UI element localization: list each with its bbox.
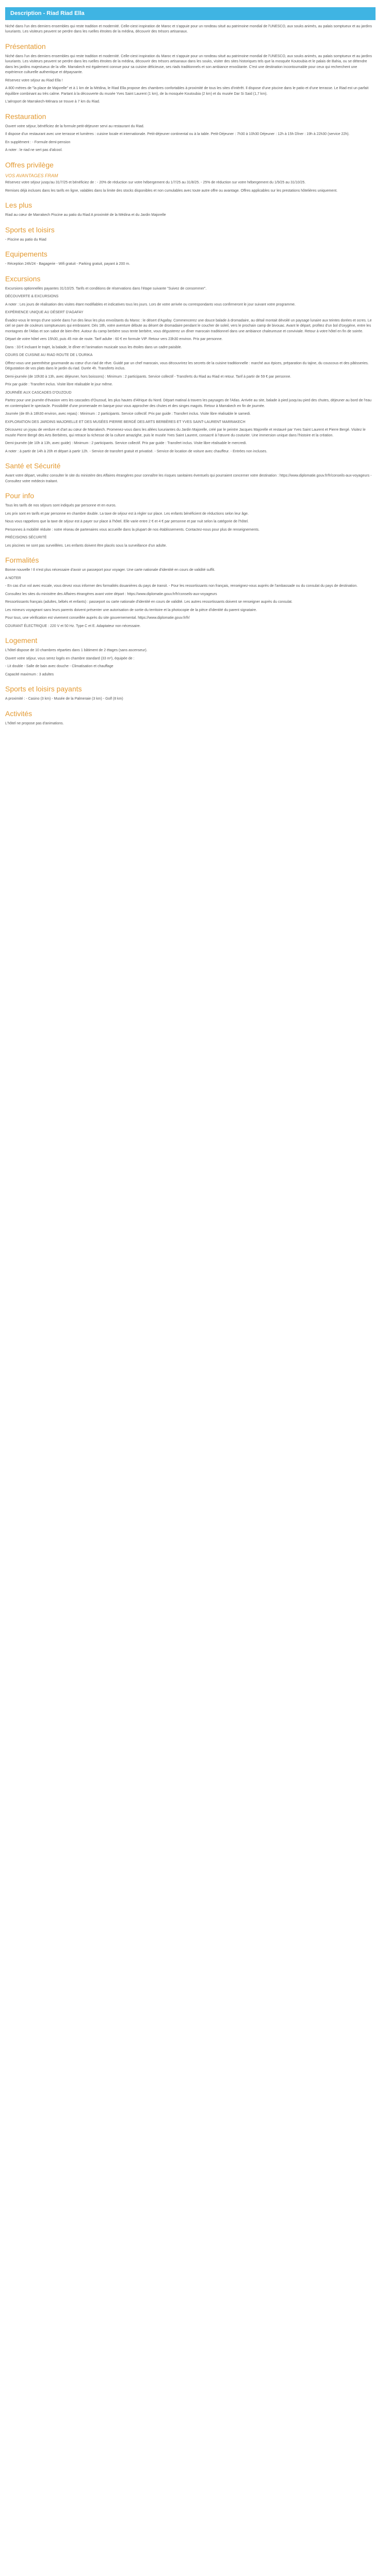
paragraph: COURANT ÉLECTRIQUE : 220 V et 50 Hz. Type C et E. Adaptateur non nécessaire. <box>5 624 141 628</box>
paragraph: Départ de votre hôtel vers 15h30, puis 45 min de route. Tarif adulte : 60 € en formule VIP. Retour vers 23h30 environ. Prix par personne. <box>5 337 223 341</box>
section-heading: Offres privilège <box>5 160 54 169</box>
paragraph: Journée (de 8h à 18h30 environ, avec repas) : Minimum : 2 participants. Service collectif. Prix par guide : Transfert inclus. Visite libre réalisable le samedi. <box>5 412 251 416</box>
section-heading: Restauration <box>5 112 46 121</box>
paragraph: - Lit double - Salle de bain avec douche - Climatisation et chauffage <box>5 665 113 668</box>
section-heading: Activités <box>5 709 32 718</box>
paragraph: Excursions optionnelles payantes 31/10/25. Tarifs et conditions de réservations dans l'étape suivante "Suivez de consommer". <box>5 286 207 291</box>
section-heading: Présentation <box>5 42 46 50</box>
paragraph: Demi-journée (de 10h30 à 13h, avec déjeuner, hors boissons) : Minimum : 2 participants. Service collectif - Transferts du Riad au Riad et retour. Tarif à partir de 59 € par personne. <box>5 375 291 379</box>
section-heading: Sports et loisirs payants <box>5 685 82 693</box>
section-heading: Formalités <box>5 556 39 564</box>
paragraph: A NOTER <box>5 576 21 580</box>
paragraph: Offrez-vous une parenthèse gourmande au cœur d'un riad de rêve. Guidé par un chef marocain, vous découvrirez les secrets de la cuisine traditionnelle : marché aux épices, préparation du tajine, du couscous et des pâtisseries. Dégustation de vos plats dans le jardin du riad. Durée 4h. Transferts inclus. <box>5 361 369 370</box>
paragraph: Réservez votre séjour jusqu'au 31/7/25 et bénéficiez de : - 20% de réduction sur votre hébergement du 1/7/25 au 31/8/25. - 25% de réduction sur votre hébergement du 1/9/25 au 31/10/25. <box>5 181 306 184</box>
paragraph: EXPÉRIENCE UNIQUE AU DÉSERT D'AGAFAY <box>5 311 84 314</box>
paragraph: L'aéroport de Marrakech-Ménara se trouve à 7 km du Riad. <box>5 100 100 104</box>
paragraph: A noter : à partir de 14h à 20h et départ à partir 12h. - Service de transfert gratuit et privatisé. - Service de location de voiture avec chauffeur. - Entrées non incluses. <box>5 449 268 453</box>
paragraph: Les piscines ne sont pas surveillées. Les enfants doivent être placés sous la surveillance d'un adulte. <box>5 544 167 548</box>
paragraph: COURS DE CUISINE AU RIAD ROUTE DE L'OURIKA <box>5 353 93 357</box>
paragraph: A noter : Les jours de réalisation des visites étant modifiables et indicatives tous les jours. Lors de votre arrivée ou correspondants vous confirmeront le jour suivant votre programme. <box>5 302 296 307</box>
page <box>0 0 381 739</box>
section-heading: Les plus <box>5 201 32 209</box>
paragraph: A noter : le riad ne sert pas d'alcool. <box>5 148 63 152</box>
paragraph: L'hôtel ne propose pas d'animations. <box>5 721 64 725</box>
paragraph: Pour tous, une vérification est vivement conseillée auprès du site gouvernemental. https://www.diplomatie.gouv.fr/fr/ <box>5 616 190 620</box>
paragraph: Niché dans l'un des derniers ensembles qui reste tradition et modernité. Celle-ciest inspiration de Maroc et s'appuie pour un rondeau situé au patrimoine mondial de l'UNESCO, aux souks animés, au palais somptueux et au jardins luxuriants. Les visiteurs peuvent se perdre dans les ruelles étroites de la médina, découvrir des trésors artisanaux. <box>5 24 372 33</box>
paragraph: A proximité : - Casino (3 km) - Musée de la Palmeraie (3 km) - Golf (8 km) <box>5 697 123 701</box>
paragraph: Bonne nouvelle ! Il n'est plus nécessaire d'avoir un passeport pour voyager. Une carte nationale d'identité en cours de validité suffit. <box>5 568 216 572</box>
section-heading: Logement <box>5 636 38 645</box>
paragraph: Les mineurs voyageant sans leurs parents doivent présenter une autorisation de sortie du territoire et la photocopie de la pièce d'identité du parent signataire. <box>5 608 257 612</box>
paragraph: En supplément : - Formule demi-pension <box>5 140 71 144</box>
paragraph: Riad au cœur de Marrakech Piscine au patio du Riad A proximité de la Médina et du Jardin Majorelle <box>5 213 166 217</box>
paragraph: Niché dans l'un des derniers ensembles qui reste tradition et modernité. Celle-ciest inspiration du Maroc et s'appuie pour un rondeau situé au patrimoine mondial de l'UNESCO, aux souks animés, au palais somptueux et au jardins luxuriants. Les visiteurs peuvent se perdre dans les ruelles étroites de la médina, découvrir des trésors artisanaux dans les souks, visiter des sites historiques tels que la mosquée Koutoubia et le palais de Bahia, ou se détendre dans les jardins majestueux de la ville. Marrakech est également connue pour sa cuisine délicieuse, ses riads traditionnels et son ambiance envoûtante. C'est une destination incontournable pour ceux qui recherchent une expérience culturelle authentique et dépaysante. <box>5 54 372 74</box>
content <box>5 24 376 727</box>
paragraph: A 800 mètres de "la place de Majorelle" et à 1 km de la Médina, le Riad Ella propose des chambres confortables à proximité de tous les sites d'intérêt. Il dispose d'une piscine dans le patio et d'une terrasse. Le Riad est un parfait équilibre combinant au très calme. Partant à la découverte du musée Yves Saint Laurent (1 km), de la mosquée Koutoubia (2 km) et du musée Dar Si Said (1,7 km). <box>5 87 369 96</box>
section-heading: Excursions <box>5 274 41 283</box>
paragraph: DÉCOUVERTE & EXCURSIONS <box>5 295 59 298</box>
paragraph: Avant votre départ, veuillez consulter le site du ministère des Affaires étrangères pour connaître les risques sanitaires éventuels qui pourraient concerner votre destination : https://www.diplomatie.gouv.fr/fr/conseils-aux-voyageurs - Consultez votre médecin traitant. <box>5 474 372 483</box>
paragraph: Il dispose d'un restaurant avec une terrasse et lumières : cuisine locale et internationale. Petit-déjeuner continental ou à la table. Petit-Déjeuner : 7h30 à 10h30 Déjeuner : 12h à 15h Dîner : 19h à 22h30 (service 22h). <box>5 132 350 136</box>
paragraph: Ouvert votre séjour, vous serez logés en chambre standard (33 m²), équipée de : <box>5 656 135 660</box>
paragraph: Personnes à mobilité réduite : notre réseau de partenaires vous accueille dans la plupart de nos établissements. Contactez-nous pour plus de renseignements. <box>5 528 260 532</box>
paragraph: Nous vous rappelons que la taxe de séjour est à payer sur place à l'hôtel. Elle varie entre 2 € et 4 € par personne et par nuit selon la catégorie de l'hôtel. <box>5 520 249 523</box>
paragraph: - En cas d'un vol avec escale, vous devez vous informer des formalités douanières du pays de transit. - Pour les ressortissants non français, renseignez-vous auprès de l'ambassade ou du consulat du pays de destination. <box>5 584 358 588</box>
paragraph: JOURNÉE AUX CASCADES D'OUZOUD <box>5 391 72 395</box>
paragraph: - Piscine au patio du Riad <box>5 238 46 242</box>
page-title: Description - Riad Riad Ella <box>5 7 376 20</box>
paragraph: Tous les tarifs de nos séjours sont indiqués par personne et en euros. <box>5 504 117 507</box>
section-heading: Pour info <box>5 492 35 500</box>
paragraph: Dans : 33 € incluant le trajet, la balade, le dîner et l'animation musicale sous les étoiles dans un cadre paisible. <box>5 345 182 349</box>
paragraph: Évadez-vous le temps d'une soirée dans l'un des lieux les plus envoûtants du Maroc : le désert d'Agafay. Commencerez une douce balade à dromadaire, au détail montait dévoilé un paysage lunaire aux teintes dorées et ocres. Le ciel se pare de couleurs somptueuses qui embrasent. Dès 18h, votre aventure débute au désert de dromadaire pendant le coucher de soleil, vers le prochain camp de bivouac. Avant le départ, profitez d'un bol d'oxygène, entre les montagnes de l'Atlas et son sabot de bien-être. Autour du camp berbère sous tente berbère, vous dégusterez un dîner marocain traditionnel dans une ambiance chaleureuse et conviviale. Retour à votre hôtel en fin de soirée. <box>5 318 372 333</box>
paragraph: Réservez votre séjour au Riad Ella ! <box>5 78 63 82</box>
paragraph: Ressortissants français (adultes, bébés et enfants) : passeport ou carte nationale d'identité en cours de validité. Les autres ressortissants doivent se renseigner auprès du consulat. <box>5 600 292 604</box>
section-heading: Equipements <box>5 250 47 258</box>
paragraph: Partez pour une journée d'évasion vers les cascades d'Ouzoud, les plus hautes d'Afrique du Nord. Départ matinal à travers les paysages de l'Atlas. Arrivée au site, balade à pied jusqu'au pied des chutes, déjeuner au bord de l'eau en contemplant le spectacle. Possibilité d'une promenade en barque pour vous approcher des chutes et des singes magots. Retour à Marrakech en fin de journée. <box>5 399 372 408</box>
paragraph: Ouvert votre séjour, bénéficiez de la formule petit-déjeuner servi au restaurant du Riad. <box>5 124 144 128</box>
paragraph: EXPLORATION DES JARDINS MAJORELLE ET DES MUSÉES PIERRE BERGÉ DES ARTS BERBÈRES ET YVES SAINT-LAURENT MARRAKECH <box>5 420 246 424</box>
paragraph: Prix par guide : Transfert inclus. Visite libre réalisable le jour même. <box>5 383 113 386</box>
paragraph: PRÉCISIONS SÉCURITÉ <box>5 536 47 539</box>
paragraph: Capacité maximum : 3 adultes <box>5 672 54 676</box>
paragraph: Demi-journée (de 10h à 13h, avec guide) : Minimum : 2 participants. Service collectif. Prix par guide : Transfert inclus. Visite libre réalisable le mercredi. <box>5 442 247 445</box>
section-heading: Santé et Sécurité <box>5 462 61 470</box>
section-heading: Sports et loisirs <box>5 225 55 234</box>
paragraph: Découvrez un joyau de verdure et d'art au cœur de Marrakech. Promenez-vous dans les allées luxuriantes du Jardin Majorelle, créé par le peintre Jacques Majorelle et restauré par Yves Saint Laurent et Pierre Bergé. Visitez le musée Pierre Bergé des Arts Berbères, qui retrace la richesse de la culture amazighe, puis le musée Yves Saint Laurent, consacré à l'œuvre du couturier. Une immersion unique dans l'histoire et la création. <box>5 428 366 437</box>
paragraph: L'hôtel dispose de 10 chambres réparties dans 1 bâtiment de 2 étages (sans ascenseur). <box>5 649 148 652</box>
paragraph: - Réception 24h/24 - Bagagerie - Wifi gratuit - Parking gratuit, payant à 200 m. <box>5 262 131 266</box>
paragraph: Remises déjà incluses dans les tarifs en ligne, valables dans la limite des stocks disponibles et non cumulables avec toute autre offre ou avantage. Offres applicables sur les prestations hôtelières uniquement. <box>5 189 338 193</box>
section-heading: VOS AVANTAGES FRAM <box>5 173 58 178</box>
paragraph: Les prix sont en tarifs et par personne en chambre double. La taxe de séjour est à régler sur place. Les enfants bénéficient de réductions selon leur âge. <box>5 512 249 516</box>
paragraph: Consultez les sites du ministère des Affaires étrangères avant votre départ : https://www.diplomatie.gouv.fr/fr/conseils-aux-voyageurs <box>5 592 217 596</box>
